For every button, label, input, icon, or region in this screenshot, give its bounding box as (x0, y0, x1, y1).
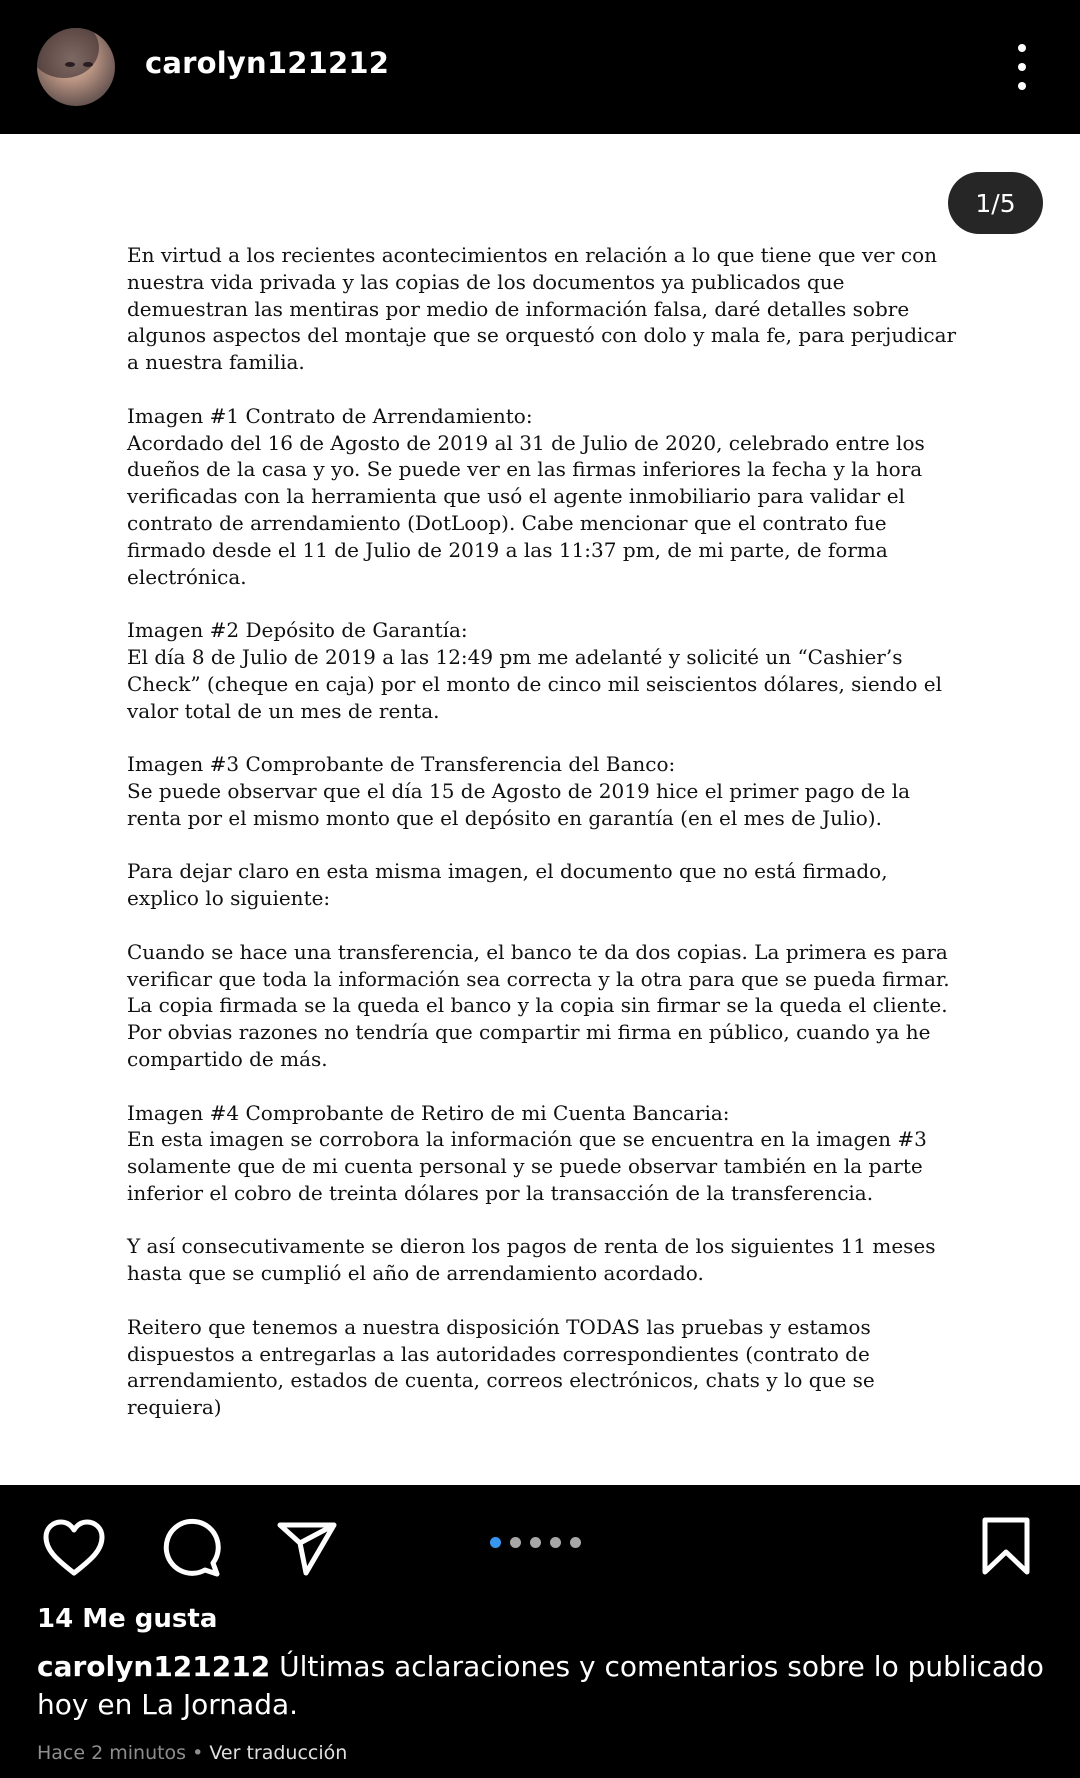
post-image[interactable] (0, 134, 1080, 1485)
slide-counter: 1/5 (948, 172, 1043, 234)
doc-paragraph: Reitero que tenemos a nuestra disposición TODAS las pruebas y estamos dispuestos a entregarlas a las autoridades correspondientes (contrato de arrendamiento, estados de cuenta, correos electrónicos, chats y lo que se requiera) (127, 1314, 875, 1420)
meta-separator: • (186, 1742, 210, 1764)
doc-paragraph: Imagen #3 Comprobante de Transferencia del Banco: Se puede observar que el día 15 de Agosto de 2019 hice el primer pago de la renta por el mismo monto que el depósito en garantía (en el mes de Julio). (127, 752, 911, 830)
document-text (127, 242, 957, 1448)
post-header (0, 0, 1080, 134)
caption-username[interactable]: carolyn121212 (37, 1650, 271, 1683)
action-bar (0, 1485, 1080, 1615)
carousel-dot (510, 1537, 521, 1548)
carousel-dot (550, 1537, 561, 1548)
avatar[interactable] (37, 28, 115, 106)
doc-paragraph: Imagen #1 Contrato de Arrendamiento: Acordado del 16 de Agosto de 2019 al 31 de Julio de 2020, celebrado entre los dueños de la casa y yo. Se puede ver en las firmas inferiores la fecha y la hora verificadas con la herramienta que usó el agente inmobiliario para validar el contrato de arrendamiento (DotLoop). Cabe mencionar que el contrato fue firmado desde el 11 de Julio de 2019 a las 11:37 pm, de mi parte, de forma electrónica. (127, 403, 925, 589)
bookmark-icon[interactable] (980, 1516, 1032, 1576)
comment-icon[interactable] (160, 1517, 222, 1579)
carousel-dot (490, 1537, 501, 1548)
doc-paragraph: Imagen #4 Comprobante de Retiro de mi Cuenta Bancaria: En esta imagen se corrobora la información que se encuentra en la imagen #3 solamente que de mi cuenta personal y se puede observar también en la parte inferior el cobro de treinta dólares por la transacción de la transferencia. (127, 1100, 927, 1205)
post-meta (37, 1742, 347, 1764)
doc-paragraph: Cuando se hace una transferencia, el banco te da dos copias. La primera es para verificar que toda la información sea correcta y la otra para que se pueda firmar. La copia firmada se la queda el banco y la copia sin firmar se la queda el cliente. Por obvias razones no tendría que compartir mi firma en público, cuando ya he compartido de más. (127, 939, 950, 1071)
caption (37, 1648, 1047, 1724)
send-icon[interactable] (276, 1517, 338, 1579)
doc-paragraph: Y así consecutivamente se dieron los pagos de renta de los siguientes 11 meses hasta que se cumplió el año de arrendamiento acordado. (127, 1234, 936, 1286)
likes-count[interactable]: 14 Me gusta (37, 1604, 218, 1634)
carousel-indicator (490, 1537, 581, 1548)
carousel-dot (570, 1537, 581, 1548)
post-time: Hace 2 minutos (37, 1742, 187, 1764)
heart-icon[interactable] (42, 1519, 106, 1577)
doc-paragraph: Para dejar claro en esta misma imagen, el documento que no está firmado, explico lo siguiente: (127, 859, 888, 911)
translate-link[interactable]: Ver traducción (209, 1742, 348, 1764)
carousel-dot (530, 1537, 541, 1548)
doc-paragraph: En virtud a los recientes acontecimientos en relación a lo que tiene que ver con nuestra vida privada y las copias de los documentos ya publicados que demuestran las mentiras por medio de información falsa, daré detalles sobre algunos aspectos del montaje que se orquestó con dolo y mala fe, para perjudicar a nuestra familia. (127, 243, 957, 375)
username[interactable]: carolyn121212 (145, 46, 390, 80)
caption-text: Últimas aclaraciones y comentarios sobre lo publicado hoy en La Jornada. (37, 1650, 1044, 1721)
doc-paragraph: Imagen #2 Depósito de Garantía: El día 8 de Julio de 2019 a las 12:49 pm me adelanté y solicité un “Cashier’s Check” (cheque en caja) por el monto de cinco mil seiscientos dólares, siendo el valor total de un mes de renta. (127, 618, 942, 723)
more-options-icon[interactable] (1004, 44, 1040, 90)
